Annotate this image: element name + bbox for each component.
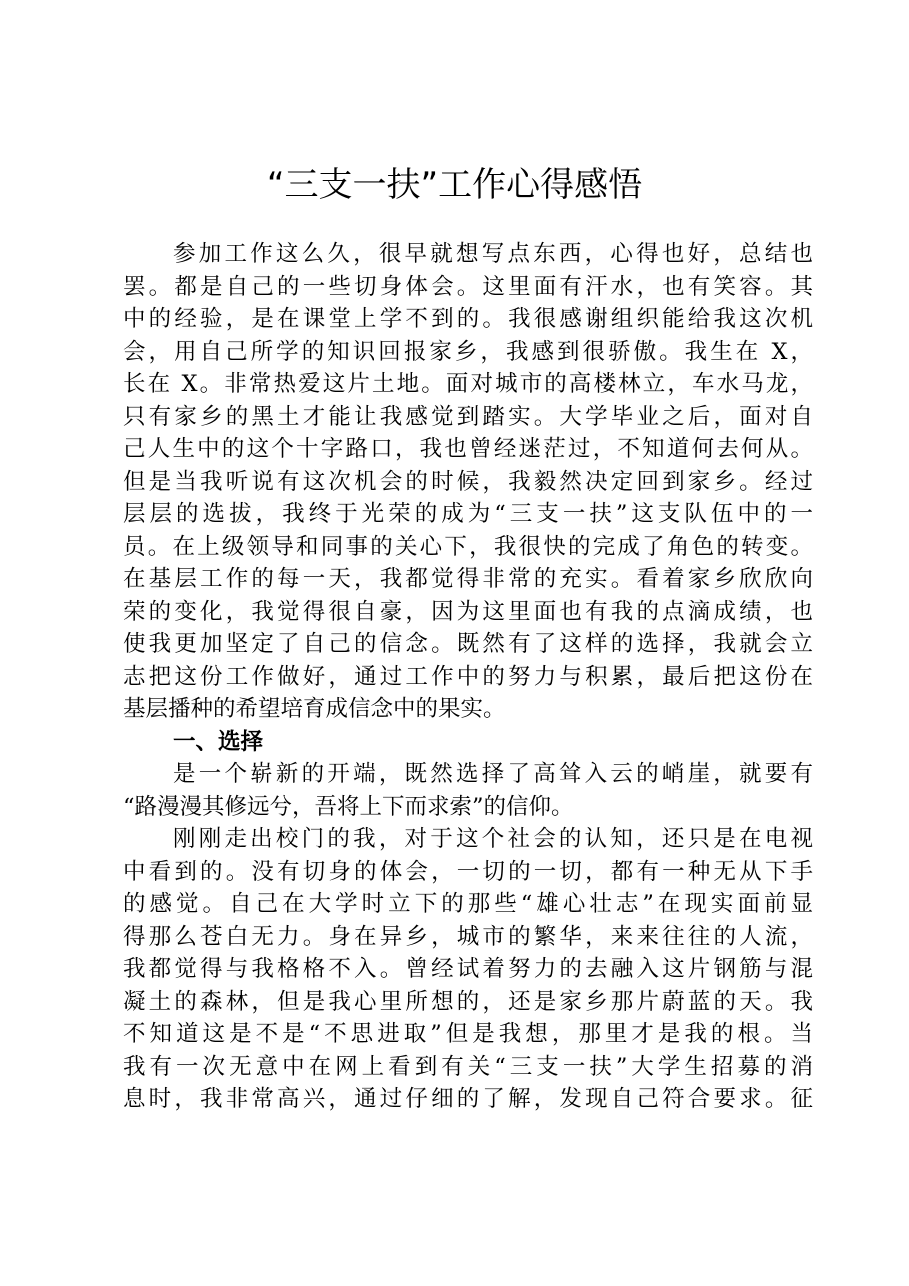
paragraph-line: 志把这份工作做好，通过工作中的努力与积累，最后把这份在 xyxy=(123,663,813,690)
paragraph-line: 得那么苍白无力。身在异乡，城市的繁华，来来往往的人流， xyxy=(123,923,813,950)
paragraph-line: 我都觉得与我格格不入。曾经试着努力的去融入这片钢筋与混 xyxy=(123,956,813,982)
document-title: “三支一扶”工作心得感悟 xyxy=(266,165,643,205)
paragraph-line: 使我更加坚定了自己的信念。既然有了这样的选择，我就会立 xyxy=(123,631,813,657)
paragraph-line: “路漫漫其修远兮，吾将上下而求索”的信仰。 xyxy=(123,793,574,820)
paragraph-line: 长在 X。非常热爱这片土地。面对城市的高楼林立，车水马龙， xyxy=(123,371,813,397)
paragraph-line: 员。在上级领导和同事的关心下，我很快的完成了角色的转变。 xyxy=(123,533,813,560)
section-heading: 一、选择 xyxy=(173,728,264,755)
paragraph-line: 荣的变化，我觉得很自豪，因为这里面也有我的点滴成绩，也 xyxy=(123,598,813,625)
paragraph-line: 层层的选拔，我终于光荣的成为“三支一扶”这支队伍中的一 xyxy=(123,501,813,527)
paragraph-line: 会，用自己所学的知识回报家乡，我感到很骄傲。我生在 X， xyxy=(123,338,813,365)
paragraph-line: 不知道这是不是“不思进取”但是我想，那里才是我的根。当 xyxy=(123,1021,813,1047)
paragraph-line: 我有一次无意中在网上看到有关“三支一扶”大学生招募的消 xyxy=(123,1053,813,1080)
paragraph-line: 是一个崭新的开端，既然选择了高耸入云的峭崖，就要有 xyxy=(173,761,813,787)
paragraph-line: 但是当我听说有这次机会的时候，我毅然决定回到家乡。经过 xyxy=(123,468,813,495)
paragraph-line: 刚刚走出校门的我，对于这个社会的认知，还只是在电视 xyxy=(173,826,813,852)
paragraph-line: 凝土的森林，但是我心里所想的，还是家乡那片蔚蓝的天。我 xyxy=(123,988,813,1015)
paragraph-line: 中的经验，是在课堂上学不到的。我很感谢组织能给我这次机 xyxy=(123,306,813,332)
paragraph-line: 的感觉。自己在大学时立下的那些“雄心壮志”在现实面前显 xyxy=(123,891,813,917)
paragraph-line: 参加工作这么久，很早就想写点东西，心得也好，总结也 xyxy=(173,241,813,267)
paragraph-line: 息时，我非常高兴，通过仔细的了解，发现自己符合要求。征 xyxy=(123,1086,813,1112)
paragraph-line: 基层播种的希望培育成信念中的果实。 xyxy=(123,696,506,722)
paragraph-line: 在基层工作的每一天，我都觉得非常的充实。看着家乡欣欣向 xyxy=(123,566,813,592)
paragraph-line: 中看到的。没有切身的体会，一切的一切，都有一种无从下手 xyxy=(123,858,813,885)
paragraph-line: 罢。都是自己的一些切身体会。这里面有汗水，也有笑容。其 xyxy=(123,273,813,300)
paragraph-line: 己人生中的这个十字路口，我也曾经迷茫过，不知道何去何从。 xyxy=(123,436,813,462)
paragraph-line: 只有家乡的黑土才能让我感觉到踏实。大学毕业之后，面对自 xyxy=(123,403,813,430)
document-body xyxy=(123,238,813,1116)
